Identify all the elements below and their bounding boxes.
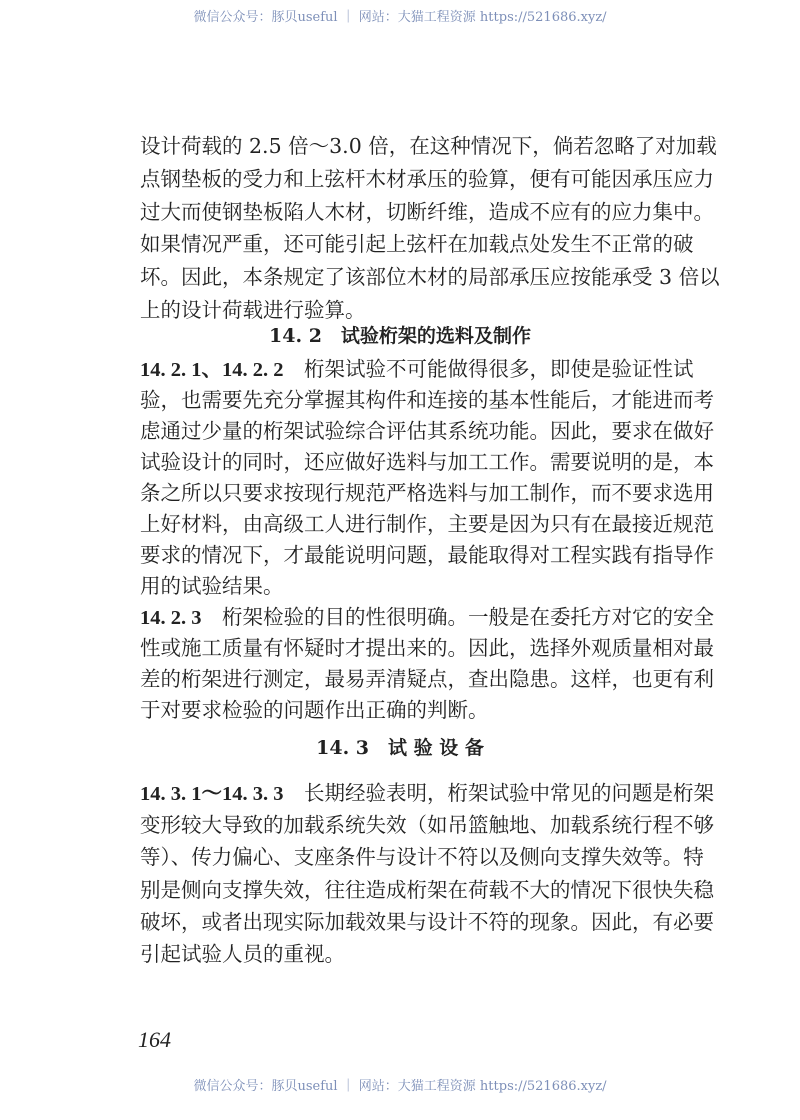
line-text: 引起试验人员的重视。 [140, 942, 345, 966]
text-line [140, 942, 666, 966]
text-line [140, 298, 666, 322]
text-line [140, 134, 717, 158]
text-line [140, 200, 714, 224]
page-number: 164 [138, 1027, 171, 1052]
line-text: 差的桁架进行测定，最易弄清疑点，查出隐患。这样，也更有利 [140, 667, 714, 691]
text-line [140, 910, 714, 934]
line-text: 要求的情况下，才最能说明问题，最能取得对工程实践有指导作 [140, 543, 714, 567]
text-line [140, 667, 714, 691]
clause-number: 14. 3. 1～14. 3. 3 [140, 783, 284, 805]
text-line [140, 388, 714, 412]
line-text: 于对要求检验的问题作出正确的判断。 [140, 698, 489, 722]
line-text: 性或施工质量有怀疑时才提出来的。因此，选择外观质量相对最 [140, 636, 714, 660]
line-text: 如果情况严重，还可能引起上弦杆在加载点处发生不正常的破 [140, 232, 694, 256]
text-line [140, 781, 714, 806]
line-text: 设计荷载的 2.5 倍～3.0 倍，在这种情况下，倘若忽略了对加载 [140, 134, 717, 158]
text-line [140, 167, 714, 191]
section-heading-14-3: 14. 3 试 验 设 备 [316, 737, 484, 759]
text-line [140, 698, 666, 722]
text-line [140, 357, 694, 382]
clause-number: 14. 2. 3 [140, 607, 202, 629]
watermark-header: 微信公众号：豚贝useful ｜ 网站：大猫工程资源 https://521686.xyz/ [193, 10, 607, 25]
text-line [140, 265, 720, 289]
text-line [140, 543, 714, 567]
clause-number: 14. 2. 1、14. 2. 2 [140, 359, 284, 381]
line-text: 等）、传力偏心、支座条件与设计不符以及侧向支撑失效等。特 [140, 845, 704, 869]
line-text: 坏。因此，本条规定了该部位木材的局部承压应按能承受 3 倍以 [140, 265, 720, 289]
line-text: 试验设计的同时，还应做好选料与加工工作。需要说明的是，本 [140, 450, 714, 474]
line-text: 长期经验表明，桁架试验中常见的问题是桁架 [283, 781, 714, 805]
line-text: 变形较大导致的加载系统失效（如吊篮触地、加载系统行程不够 [140, 813, 714, 837]
text-line [140, 813, 714, 837]
text-line [140, 512, 714, 536]
text-line [140, 636, 714, 660]
text-line [140, 605, 714, 630]
text-line [140, 845, 704, 869]
text-line [140, 481, 714, 505]
line-text: 用的试验结果。 [140, 574, 284, 598]
line-text: 桁架试验不可能做得很多，即使是验证性试 [283, 357, 694, 381]
text-line [140, 878, 714, 902]
watermark-footer: 微信公众号：豚贝useful ｜ 网站：大猫工程资源 https://521686.xyz/ [193, 1079, 607, 1094]
line-text: 虑通过少量的桁架试验综合评估其系统功能。因此，要求在做好 [140, 419, 714, 443]
text-line [140, 574, 666, 598]
text-line [140, 232, 694, 256]
text-line [140, 450, 714, 474]
line-text: 上的设计荷载进行验算。 [140, 298, 366, 322]
line-text: 破坏，或者出现实际加载效果与设计不符的现象。因此，有必要 [140, 910, 714, 934]
text-line [140, 419, 714, 443]
section-heading-14-2: 14. 2 试验桁架的选料及制作 [269, 325, 531, 347]
line-text: 验，也需要先充分掌握其构件和连接的基本性能后，才能进而考 [140, 388, 714, 412]
line-text: 桁架检验的目的性很明确。一般是在委托方对它的安全 [201, 605, 714, 629]
line-text: 别是侧向支撑失效，往往造成桁架在荷载不大的情况下很快失稳 [140, 878, 714, 902]
line-text: 上好材料，由高级工人进行制作，主要是因为只有在最接近规范 [140, 512, 714, 536]
line-text: 点钢垫板的受力和上弦杆木材承压的验算，便有可能因承压应力 [140, 167, 714, 191]
line-text: 过大而使钢垫板陷人木材，切断纤维，造成不应有的应力集中。 [140, 200, 714, 224]
line-text: 条之所以只要求按现行规范严格选料与加工制作，而不要求选用 [140, 481, 714, 505]
